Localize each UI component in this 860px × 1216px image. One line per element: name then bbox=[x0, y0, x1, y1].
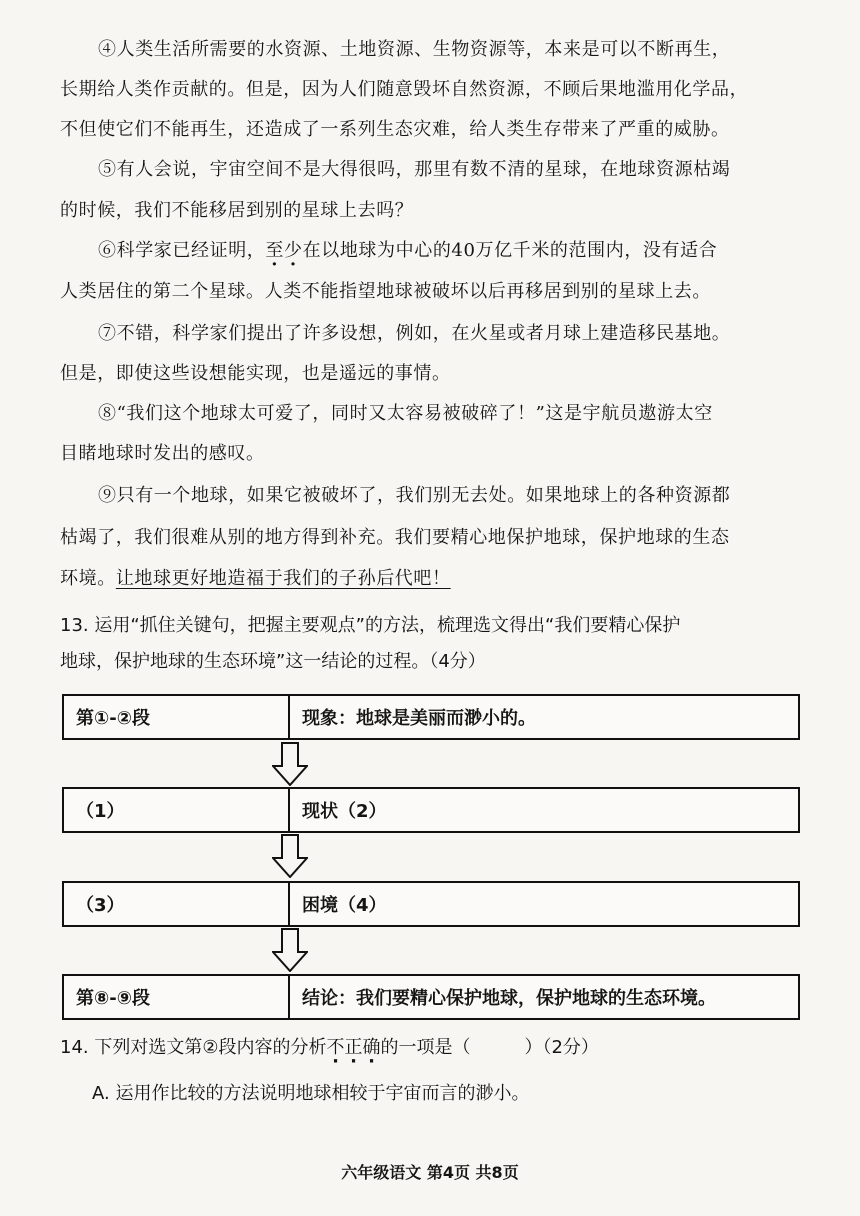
flow-box-1 bbox=[62, 694, 800, 740]
paragraph-9-line-3: 环境。让地球更好地造福于我们的子孙后代吧！ bbox=[60, 568, 451, 589]
emphasis-dot-char: 确 bbox=[362, 1037, 381, 1058]
down-arrow-icon bbox=[272, 928, 308, 972]
emphasis-dot-char: 少 bbox=[284, 240, 303, 261]
flow-box-2-left: （1） bbox=[64, 789, 290, 831]
paragraph-9-line-2: 枯竭了，我们很难从别的地方得到补充。我们要精心地保护地球，保护地球的生态 bbox=[60, 527, 730, 548]
paragraph-8-line-2: 目睹地球时发出的感叹。 bbox=[60, 443, 265, 464]
question-13-line-1: 13. 运用“抓住关键句，把握主要观点”的方法，梳理选文得出“我们要精心保护 bbox=[60, 615, 681, 636]
down-arrow-icon bbox=[272, 834, 308, 878]
paragraph-7-line-1: ⑦不错，科学家们提出了许多设想，例如，在火星或者月球上建造移民基地。 bbox=[98, 323, 731, 344]
question-14: 14. 下列对选文第②段内容的分析不正确的一项是（ ）（2分） bbox=[60, 1037, 599, 1058]
paragraph-4-line-2: 长期给人类作贡献的。但是，因为人们随意毁坏自然资源，不顾后果地滥用化学品， bbox=[60, 79, 749, 100]
flow-box-2-right: 现状（2） bbox=[302, 801, 387, 822]
flow-box-3-right: 困境（4） bbox=[302, 895, 387, 916]
flow-box-4-left: 第⑧-⑨段 bbox=[64, 976, 290, 1018]
flow-box-1-right: 现象：地球是美丽而渺小的。 bbox=[302, 708, 536, 729]
emphasis-dot-char: 正 bbox=[344, 1037, 363, 1058]
paragraph-4-line-1: ④人类生活所需要的水资源、土地资源、生物资源等，本来是可以不断再生， bbox=[98, 39, 731, 60]
paragraph-6-line-2: 人类居住的第二个星球。人类不能指望地球被破坏以后再移居到别的星球上去。 bbox=[60, 281, 711, 302]
question-13-line-2: 地球，保护地球的生态环境”这一结论的过程。（4分） bbox=[60, 651, 486, 672]
underlined-sentence: 让地球更好地造福于我们的子孙后代吧！ bbox=[115, 568, 451, 589]
paragraph-6-line-1: ⑥科学家已经证明，至少在以地球为中心的40万亿千米的范围内，没有适合 bbox=[98, 240, 718, 261]
paragraph-9-line-1: ⑨只有一个地球，如果它被破坏了，我们别无去处。如果地球上的各种资源都 bbox=[98, 485, 731, 506]
paragraph-7-line-2: 但是，即使这些设想能实现，也是遥远的事情。 bbox=[60, 363, 451, 384]
flow-box-4-right: 结论：我们要精心保护地球，保护地球的生态环境。 bbox=[302, 988, 716, 1009]
question-14-option-a: A. 运用作比较的方法说明地球相较于宇宙而言的渺小。 bbox=[92, 1083, 530, 1104]
flow-box-3 bbox=[62, 881, 800, 927]
paragraph-5-line-1: ⑤有人会说，宇宙空间不是大得很吗，那里有数不清的星球，在地球资源枯竭 bbox=[98, 159, 731, 180]
paragraph-5-line-2: 的时候，我们不能移居到别的星球上去吗？ bbox=[60, 200, 414, 221]
flow-box-3-left: （3） bbox=[64, 883, 290, 925]
paragraph-8-line-1: ⑧“我们这个地球太可爱了，同时又太容易被破碎了！”这是宇航员遨游太空 bbox=[98, 403, 713, 424]
down-arrow-icon bbox=[272, 742, 308, 786]
flow-box-2 bbox=[62, 787, 800, 833]
page-footer: 六年级语文 第4页 共8页 bbox=[341, 1163, 519, 1182]
flow-box-4 bbox=[62, 974, 800, 1020]
emphasis-dot-char: 不 bbox=[326, 1037, 345, 1058]
emphasis-dot-char: 至 bbox=[265, 240, 285, 261]
flow-box-1-left: 第①-②段 bbox=[64, 696, 290, 738]
paragraph-4-line-3: 不但使它们不能再生，还造成了一系列生态灾难，给人类生存带来了严重的威胁。 bbox=[60, 119, 730, 140]
